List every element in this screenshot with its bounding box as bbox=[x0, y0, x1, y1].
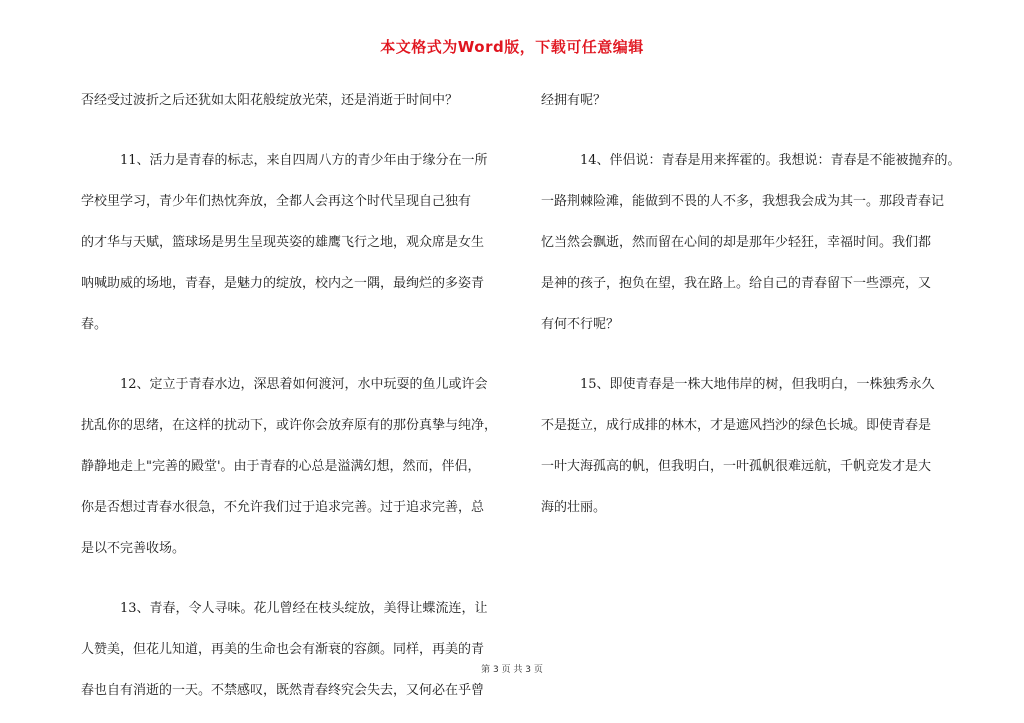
paragraph-gap bbox=[541, 121, 969, 140]
text-line: 扰乱你的思绪，在这样的扰动下，或许你会放弃原有的那份真挚与纯净， bbox=[81, 418, 498, 433]
text-line: 呐喊助威的场地，青春，是魅力的绽放，校内之一隅，最绚烂的多姿青 bbox=[81, 276, 485, 291]
document-header: 本文格式为Word版，下载可任意编辑 bbox=[380, 38, 644, 56]
text-line: 经拥有呢？ bbox=[541, 93, 607, 108]
paragraph-11 bbox=[81, 140, 507, 345]
text-line: 一路荆棘险滩，能做到不畏的人不多，我想我会成为其一。那段青春记 bbox=[541, 194, 945, 209]
text-line: 否经受过波折之后还犹如太阳花般绽放光荣，还是消逝于时间中？ bbox=[81, 93, 459, 108]
right-column bbox=[541, 80, 969, 528]
text-line: 春。 bbox=[81, 317, 108, 332]
text-line: 12、定立于青春水边，深思着如何渡河，水中玩耍的鱼儿或许会 bbox=[120, 377, 488, 392]
text-line: 有何不行呢？ bbox=[541, 317, 620, 332]
text-line: 学校里学习，青少年们热忱奔放，全都人会再这个时代呈现自己独有 bbox=[81, 194, 472, 209]
text-line: 的才华与天赋，篮球场是男生呈现英姿的雄鹰飞行之地，观众席是女生 bbox=[81, 235, 485, 250]
text-line: 一叶大海孤高的帆，但我明白，一叶孤帆很难远航，千帆竞发才是大 bbox=[541, 459, 932, 474]
text-line: 不是挺立，成行成排的林木，才是遮风挡沙的绿色长城。即使青春是 bbox=[541, 418, 932, 433]
paragraph-15 bbox=[541, 364, 969, 528]
text-line: 忆当然会飘逝，然而留在心间的却是那年少轻狂，幸福时间。我们都 bbox=[541, 235, 932, 250]
text-line: 13、青春，令人寻味。花儿曾经在枝头绽放，美得让蝶流连，让 bbox=[120, 601, 488, 616]
paragraph-gap bbox=[81, 569, 507, 588]
text-line: 14、伴侣说：青春是用来挥霍的。我想说：青春是不能被抛弃的。 bbox=[580, 153, 961, 168]
text-line: 春也自有消逝的一天。不禁感叹，既然青春终究会失去，又何必在乎曾 bbox=[81, 683, 485, 698]
paragraph-14 bbox=[541, 140, 969, 345]
text-line: 11、活力是青春的标志，来自四周八方的青少年由于缘分在一所 bbox=[120, 153, 488, 168]
paragraph-gap bbox=[81, 345, 507, 364]
text-line: 是神的孩子，抱负在望，我在路上。给自己的青春留下一些漂亮，又 bbox=[541, 276, 932, 291]
text-line: 海的壮丽。 bbox=[541, 500, 607, 515]
left-column bbox=[81, 80, 507, 711]
text-line: 你是否想过青春水很急，不允许我们过于追求完善。过于追求完善，总 bbox=[81, 500, 485, 515]
paragraph-13 bbox=[81, 588, 507, 711]
paragraph-gap bbox=[541, 345, 969, 364]
text-line: 是以不完善收场。 bbox=[81, 541, 186, 556]
paragraph-12 bbox=[81, 364, 507, 569]
text-line: 静静地走上"完善的殿堂'。由于青春的心总是溢满幻想，然而，伴侣， bbox=[81, 459, 481, 474]
text-line: 15、即使青春是一株大地伟岸的树，但我明白，一株独秀永久 bbox=[580, 377, 935, 392]
text-line: 人赞美，但花儿知道，再美的生命也会有渐衰的容颜。同样，再美的青 bbox=[81, 642, 485, 657]
page-number: 第 3 页 共 3 页 bbox=[481, 665, 543, 675]
paragraph-gap bbox=[81, 121, 507, 140]
